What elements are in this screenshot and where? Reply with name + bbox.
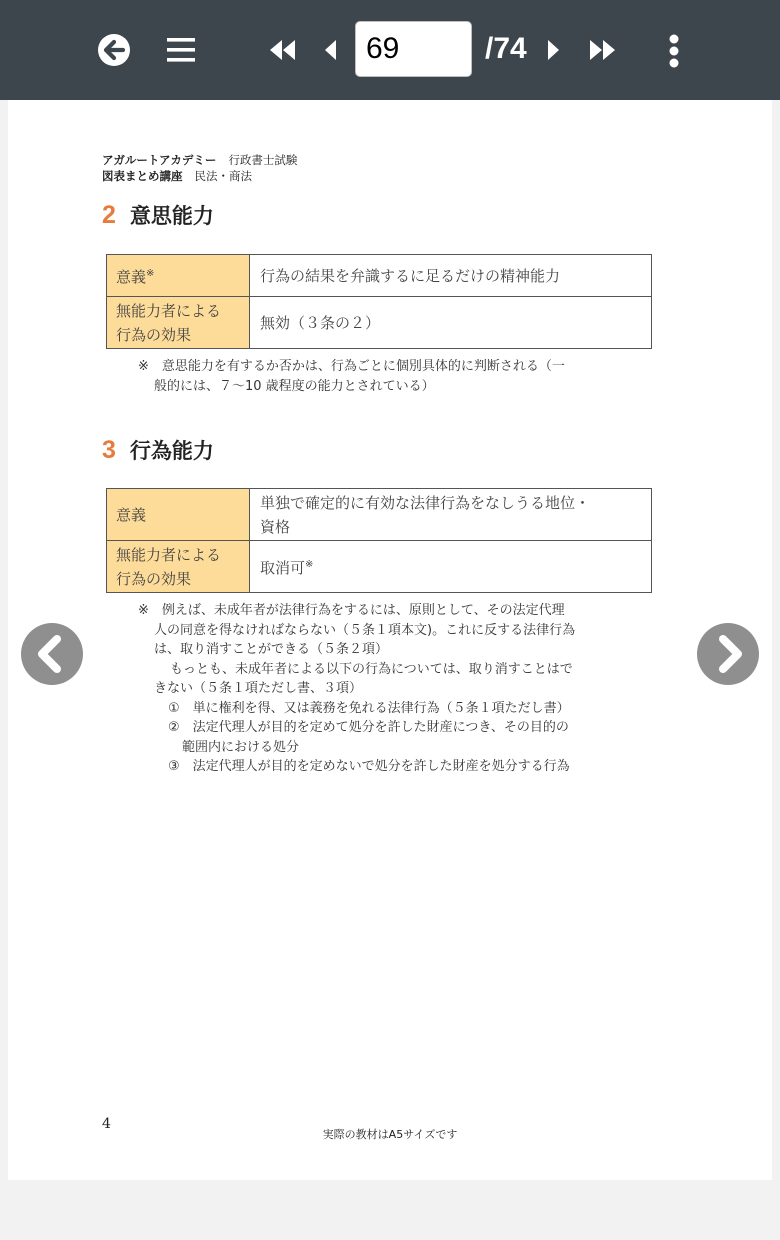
note-line: ① 単に権利を得、又は義務を免れる法律行為（５条１項ただし書） <box>168 700 570 716</box>
key-text: 行為の効果 <box>116 325 192 344</box>
header-exam: 行政書士試験 <box>228 153 298 167</box>
section-3-number: 3 <box>102 436 116 464</box>
note-line: 般的には、７～10 歳程度の能力とされている） <box>154 378 435 394</box>
header-publisher: アガルートアカデミー <box>102 153 217 167</box>
section-3-title: 行為能力 <box>129 439 214 463</box>
double-chevron-right-icon <box>588 39 616 61</box>
table-value-cell: 行為の結果を弁識するに足るだけの精神能力 <box>250 255 652 297</box>
value-text: 取消可 <box>260 559 306 577</box>
table-value-cell: 無効（３条の２） <box>250 297 652 349</box>
hamburger-menu-icon <box>166 37 196 63</box>
section-2-heading <box>102 200 214 231</box>
table-value-cell <box>250 541 652 593</box>
table-row <box>107 255 652 297</box>
document-page <box>8 100 772 1180</box>
table-key-cell <box>107 255 250 297</box>
header-subject: 民法・商法 <box>194 169 252 183</box>
section-2-title: 意思能力 <box>129 204 214 228</box>
table-value-cell <box>250 489 652 541</box>
section-3-note <box>138 601 575 777</box>
key-text: 行為の効果 <box>116 569 192 588</box>
more-options-button[interactable] <box>666 34 682 68</box>
first-page-button[interactable] <box>269 39 297 61</box>
table-key-cell <box>107 541 250 593</box>
section-2-number: 2 <box>102 201 116 229</box>
prev-page-button[interactable] <box>324 39 338 61</box>
chevron-right-circle-icon <box>697 623 759 685</box>
value-text: 資格 <box>260 517 291 536</box>
key-text: 意義 <box>116 268 147 286</box>
prev-page-arrow[interactable] <box>21 623 83 685</box>
note-line: もっとも、未成年者による以下の行為については、取り消すことはで <box>170 661 573 677</box>
back-button[interactable] <box>97 33 131 67</box>
viewer-toolbar <box>0 0 780 100</box>
table-row <box>107 489 652 541</box>
section-3-heading <box>102 435 214 466</box>
note-line: は、取り消すことができる（５条２項） <box>154 642 389 657</box>
key-text: 無能力者による <box>116 301 222 320</box>
section-2-note <box>138 357 565 396</box>
key-text: 無能力者による <box>116 545 222 564</box>
header-course: 図表まとめ講座 <box>102 169 183 183</box>
section-2-table <box>106 254 652 349</box>
note-line: ※ 意思能力を有するか否かは、行為ごとに個別具体的に判断される（一 <box>138 359 565 374</box>
note-line: 範囲内における処分 <box>182 739 300 755</box>
table-key-cell: 意義 <box>107 489 250 541</box>
vertical-dots-icon <box>666 34 682 68</box>
footnote-mark: ※ <box>305 559 314 570</box>
menu-button[interactable] <box>166 37 196 63</box>
page-total-label: /74 <box>485 32 527 65</box>
section-3-table <box>106 488 652 593</box>
caret-left-icon <box>324 39 338 61</box>
note-line: 人の同意を得なければならない（５条１項本文)。これに反する法律行為 <box>154 622 576 638</box>
footer-note: 実際の教材はA5サイズです <box>322 1128 458 1141</box>
page-number-input[interactable] <box>355 21 472 77</box>
value-text: 単独で確定的に有効な法律行為をなしうる地位・ <box>260 493 591 512</box>
note-line: ※ 例えば、未成年者が法律行為をするには、原則として、その法定代理 <box>138 603 565 618</box>
next-page-arrow[interactable] <box>697 623 759 685</box>
circle-arrow-left-icon <box>97 33 131 67</box>
table-key-cell <box>107 297 250 349</box>
table-row <box>107 297 652 349</box>
footnote-mark: ※ <box>146 268 155 279</box>
page-number: 4 <box>102 1116 111 1132</box>
last-page-button[interactable] <box>588 39 616 61</box>
double-chevron-left-icon <box>269 39 297 61</box>
caret-right-icon <box>546 39 560 61</box>
table-row <box>107 541 652 593</box>
note-line: きない（５条１項ただし書、３項） <box>154 681 363 696</box>
note-line: ③ 法定代理人が目的を定めないで処分を許した財産を処分する行為 <box>168 759 570 774</box>
note-line: ② 法定代理人が目的を定めて処分を許した財産につき、その目的の <box>168 720 569 735</box>
next-page-button[interactable] <box>546 39 560 61</box>
page-header <box>102 152 297 184</box>
chevron-left-circle-icon <box>21 623 83 685</box>
